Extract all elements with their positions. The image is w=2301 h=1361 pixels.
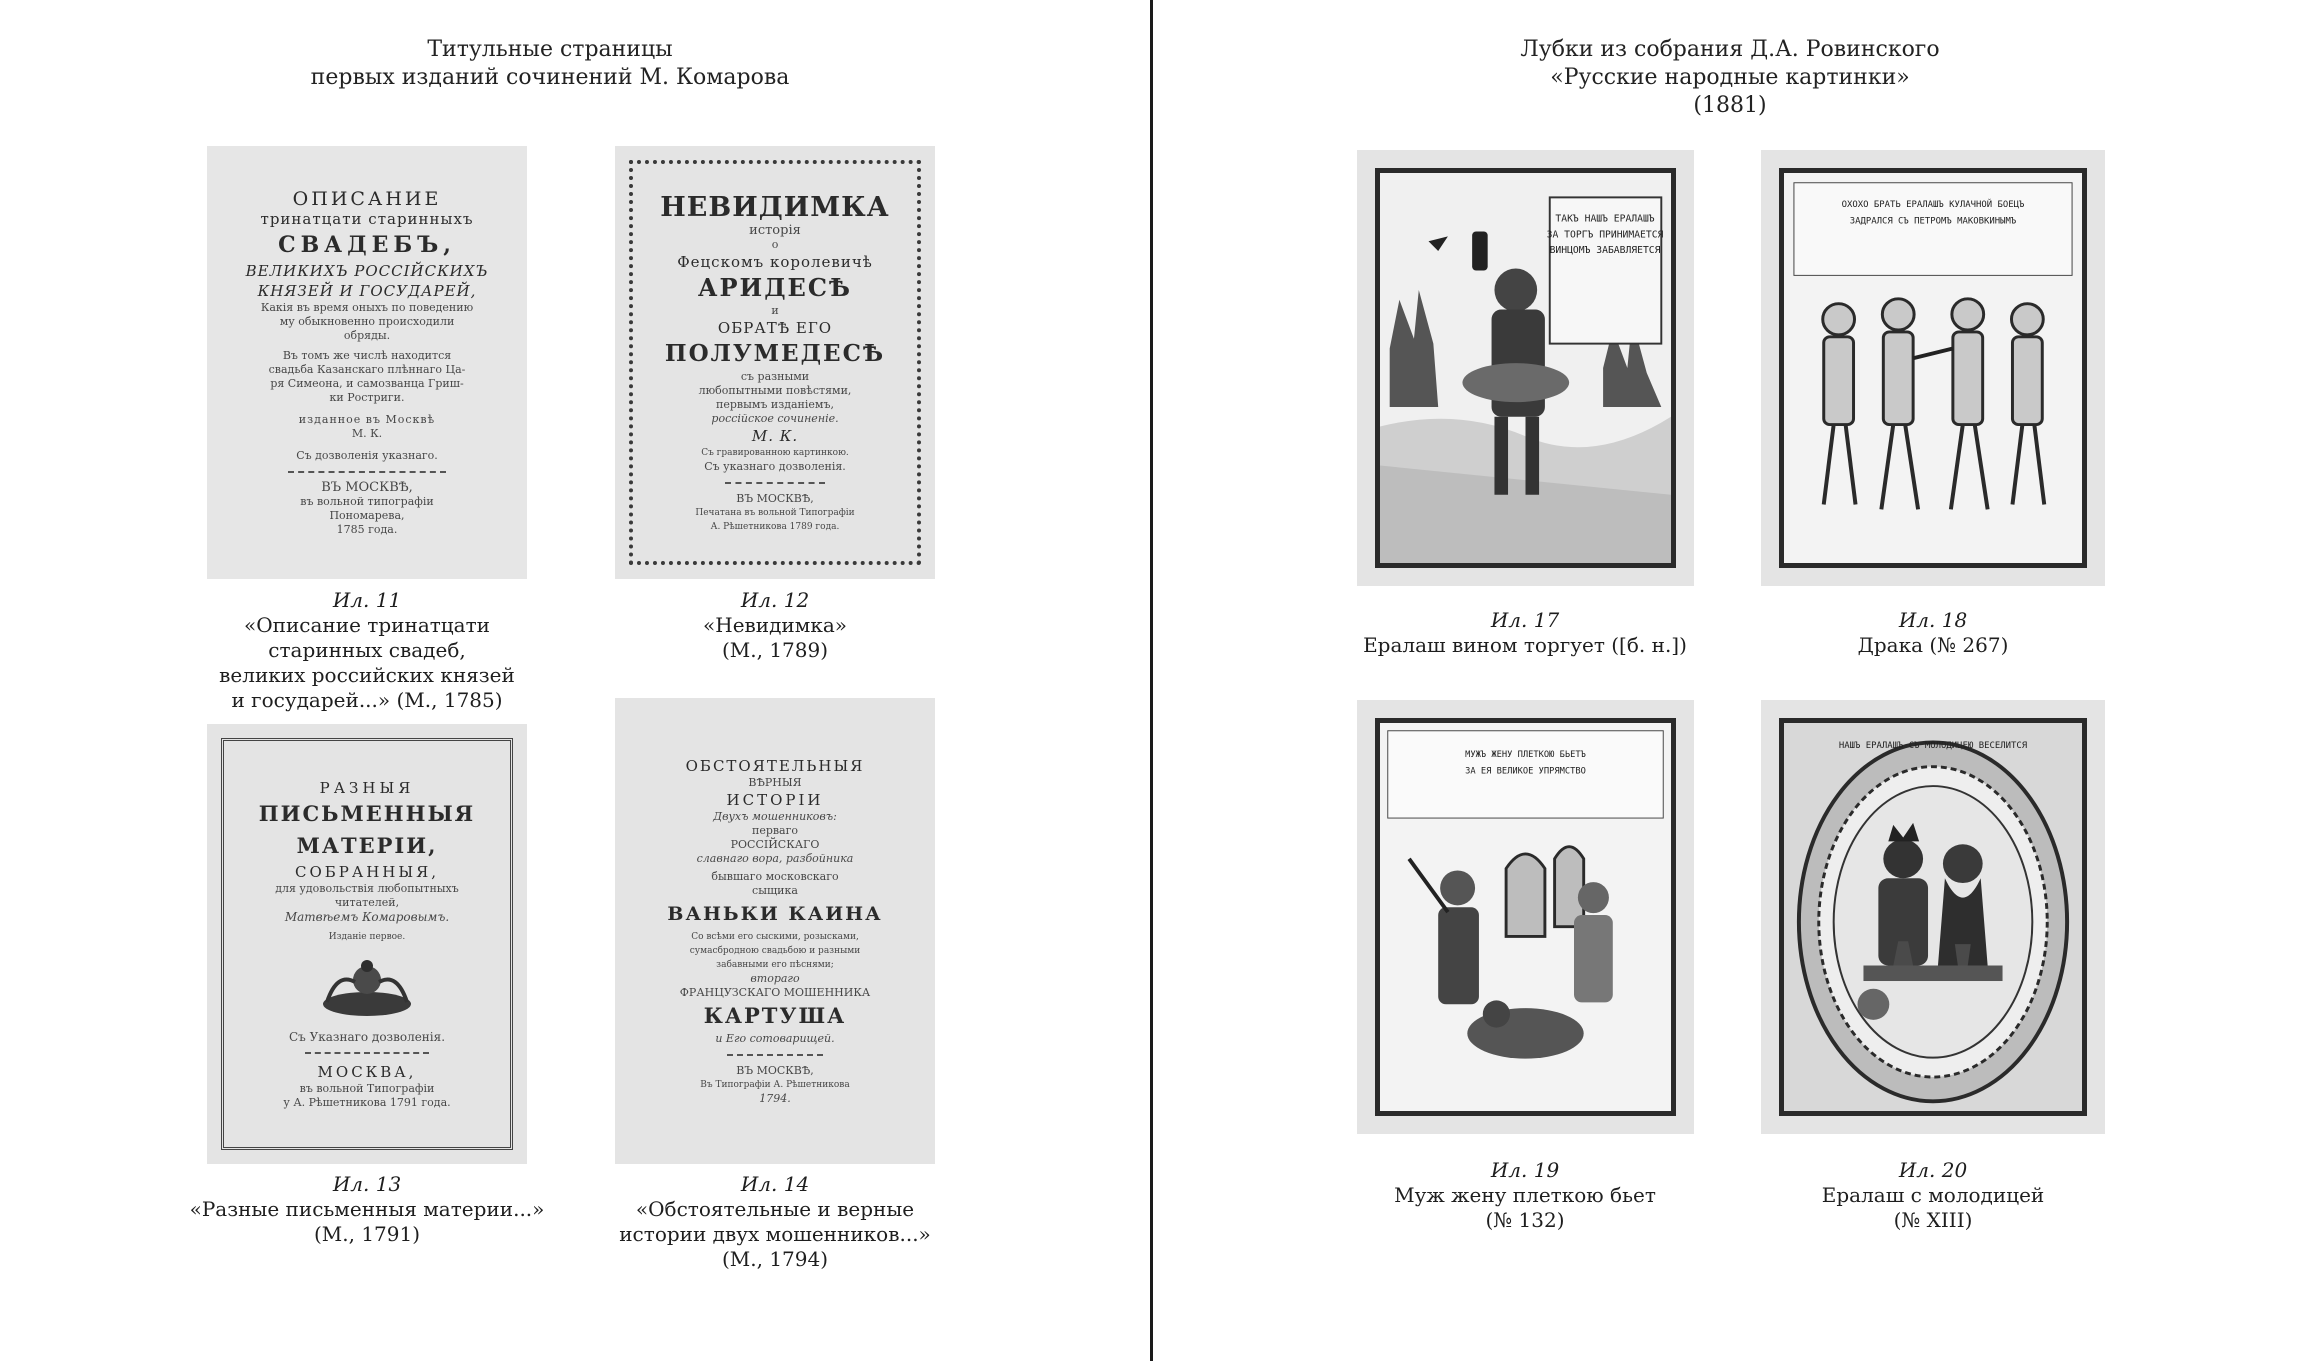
woodcut-inscription: ВИНЦОМЪ ЗАБАВЛЯЕТСЯ (1549, 244, 1661, 256)
woodcut-inscription: ЗА ЕЯ ВЕЛИКОЕ УПРЯМСТВО (1465, 766, 1586, 777)
plate-text: тринатцати старинныхъ (260, 209, 474, 228)
plate-il-11 (207, 146, 527, 579)
right-page-heading (1420, 36, 2040, 120)
ornamental-rule (288, 471, 446, 473)
plate-text: ОБРАТѢ ЕГО (717, 318, 833, 337)
plate-text: Матвѣемъ Комаровымъ. (284, 910, 450, 924)
woodcut-inscription: ЗА ТОРГЪ ПРИНИМАЕТСЯ (1546, 229, 1664, 241)
plate-text: РОССІЙСКАГО (730, 838, 820, 851)
woodcut-inscription: ТАКЪ НАШЪ ЕРАЛАШЪ (1555, 213, 1655, 225)
ornamental-rule (305, 1052, 429, 1054)
plate-text: ки Ростриги. (329, 390, 405, 404)
plate-text: и (771, 303, 779, 317)
plate-text: бывшаго московскаго (711, 870, 839, 883)
left-heading-line-2: первых изданий сочинений М. Комарова (310, 65, 790, 90)
plate-text: ПИСЬМЕННЫЯ (258, 801, 476, 826)
right-heading-line-1: Лубки из собрания Д.А. Ровинского (1520, 37, 1940, 62)
caption-il-11 (197, 588, 537, 713)
caption-il-13 (177, 1172, 557, 1247)
caption-il-20 (1763, 1158, 2103, 1233)
plate-text: россійское сочиненіе. (711, 411, 839, 425)
plate-text: Въ Типографіи А. Рѣшетникова (700, 1080, 850, 1090)
ornamental-rule (727, 1054, 823, 1056)
plate-text: ВЪ МОСКВѢ, (736, 491, 814, 505)
caption-line: старинных свадеб, (268, 638, 466, 662)
plate-text: Фецскомъ королевичѣ (677, 252, 873, 271)
plate-text: ВЪ МОСКВѢ, (321, 479, 413, 495)
plate-text: Изданіе первое. (328, 932, 406, 942)
caption-il-18 (1763, 608, 2103, 658)
plate-text: ФРАНЦУЗСКАГО МОШЕННИКА (679, 986, 871, 999)
right-heading-line-3: (1881) (1693, 93, 1767, 118)
vignette-ornament (307, 952, 427, 1022)
plate-text: въ вольной Типографіи (299, 1082, 435, 1095)
plate-text: КНЯЗЕЙ И ГОСУДАРЕЙ, (257, 281, 477, 300)
plate-il-12 (615, 146, 935, 579)
figure-number: Ил. 14 (740, 1172, 810, 1196)
plate-text: славнаго вора, разбойника (696, 852, 854, 865)
plate-text: Со всѣми его сыскими, розысками, (691, 932, 859, 942)
plate-text: ОПИСАНИЕ (292, 187, 442, 210)
woodcut-inscription: НАШЪ ЕРАЛАШЪ СЪ МОЛОДИЦЕЮ ВЕСЕЛИТСЯ (1838, 741, 2028, 752)
plate-text: изданное въ Москвѣ (298, 412, 436, 426)
caption-line: «Обстоятельные и верные (635, 1197, 915, 1221)
figure-number: Ил. 20 (1898, 1158, 1968, 1182)
plate-il-13 (207, 724, 527, 1164)
caption-line: Ералаш с молодицей (1821, 1183, 2045, 1207)
woodcut-inscription: МУЖЪ ЖЕНУ ПЛЕТКОЮ БЬЕТЪ (1465, 749, 1586, 760)
left-heading-line-1: Титульные страницы (427, 37, 673, 62)
plate-il-14 (615, 698, 935, 1164)
plate-text: МАТЕРІИ, (296, 833, 438, 858)
plate-text: перваго (751, 824, 799, 837)
caption-line: (М., 1794) (721, 1247, 829, 1271)
plate-text: Пономарева, (329, 508, 405, 522)
plate-text: для удовольствія любопытныхъ (275, 882, 459, 895)
title-page-il-11 (207, 146, 527, 579)
plate-text: НЕВИДИМКА (660, 191, 890, 223)
plate-text: забавными его пѣснями; (716, 960, 834, 970)
plate-text: у А. Рѣшетникова 1791 года. (283, 1096, 451, 1109)
ornamental-rule (725, 482, 826, 484)
plate-text: ВАНЬКИ КАИНА (667, 903, 883, 925)
caption-line: (№ 132) (1485, 1208, 1565, 1232)
plate-text: М. К. (351, 426, 383, 440)
caption-line: истории двух мошенников...» (619, 1222, 931, 1246)
plate-text: любопытными повѣстями, (698, 383, 852, 397)
figure-number: Ил. 11 (332, 588, 402, 612)
plate-text: Съ Указнаго дозволенія. (288, 1030, 446, 1044)
plate-text: свадьба Казанскаго плѣннаго Ца- (268, 362, 466, 376)
plate-text: Печатана въ вольной Типографіи (695, 507, 855, 518)
plate-il-17 (1357, 150, 1694, 586)
caption-il-12 (605, 588, 945, 663)
plate-text: Съ гравированною картинкою. (701, 447, 849, 458)
page-gutter (1150, 0, 1153, 1361)
caption-il-19 (1335, 1158, 1715, 1233)
lubok-woodcut (1375, 718, 1676, 1116)
caption-line: великих российских князей (219, 663, 515, 687)
plate-text: ря Симеона, и самозванца Гриш- (270, 376, 464, 390)
lubok-woodcut (1779, 718, 2087, 1116)
plate-text: Съ дозволенія указнаго. (296, 448, 438, 462)
plate-text: А. Рѣшетникова 1789 года. (710, 521, 840, 532)
caption-line: (№ XIII) (1893, 1208, 1973, 1232)
caption-line: Ералаш вином торгует ([б. н.]) (1363, 633, 1687, 657)
caption-line: Муж жену плеткою бьет (1394, 1183, 1656, 1207)
lubok-woodcut (1375, 168, 1676, 568)
plate-text: первымъ изданіемъ, (716, 397, 834, 411)
caption-line: и государей...» (М., 1785) (231, 688, 503, 712)
plate-text: въ вольной типографіи (300, 494, 434, 508)
plate-text: му обыкновенно происходили (279, 314, 455, 328)
plate-text: АРИДЕСѢ (697, 272, 853, 302)
plate-text: ВЕЛИКИХЪ РОССІЙСКИХЪ (245, 261, 489, 280)
figure-number: Ил. 12 (740, 588, 810, 612)
caption-line: «Разные письменныя материи...» (189, 1197, 545, 1221)
caption-il-17 (1335, 608, 1715, 658)
woodcut-inscription: ЗАДРАЛСЯ СЪ ПЕТРОМЪ МАКОВКИНЫМЪ (1849, 216, 2017, 227)
plate-text: 1785 года. (336, 522, 398, 536)
caption-line: (М., 1791) (313, 1222, 421, 1246)
plate-text: Въ томъ же числѣ находится (282, 348, 452, 362)
plate-text: ОБСТОЯТЕЛЬНЫЯ (685, 757, 865, 775)
plate-il-18 (1761, 150, 2105, 586)
plate-text: ИСТОРІИ (726, 791, 824, 809)
title-page-il-13 (207, 724, 527, 1164)
plate-text: РАЗНЫЯ (319, 779, 415, 797)
lubok-woodcut (1779, 168, 2087, 568)
left-page-heading (240, 36, 860, 92)
plate-text: ПОЛУМЕДЕСѢ (664, 339, 886, 367)
caption-line: «Описание тринатцати (244, 613, 490, 637)
plate-text: 1794. (759, 1092, 791, 1105)
plate-text: Какія въ время оныхъ по поведению (260, 300, 474, 314)
caption-line: «Невидимка» (703, 613, 847, 637)
plate-il-19 (1357, 700, 1694, 1134)
plate-text: сыщика (752, 884, 798, 897)
plate-il-20 (1761, 700, 2105, 1134)
plate-text: читателей, (334, 896, 400, 909)
caption-line: Драка (№ 267) (1857, 633, 2009, 657)
figure-number: Ил. 18 (1898, 608, 1968, 632)
plate-text: и Его сотоварищей. (715, 1032, 835, 1045)
caption-il-14 (590, 1172, 960, 1272)
plate-text: сумасбродною свадьбою и разными (689, 946, 861, 956)
title-page-il-12 (615, 146, 935, 579)
plate-text: ВѢРНЫЯ (748, 776, 802, 789)
plate-text: съ разными (740, 369, 810, 383)
plate-text: МОСКВА, (317, 1063, 417, 1081)
plate-text: М. К. (751, 426, 799, 445)
figure-number: Ил. 19 (1490, 1158, 1560, 1182)
plate-text: Двухъ мошенниковъ: (713, 810, 837, 823)
plate-text: обряды. (343, 328, 391, 342)
plate-text: о (771, 237, 779, 251)
right-heading-line-2: «Русские народные картинки» (1550, 65, 1910, 90)
plate-text: КАРТУША (703, 1003, 847, 1028)
plate-text: втораго (750, 972, 800, 985)
plate-text: Съ указнаго дозволенія. (704, 459, 846, 473)
plate-text: ВЪ МОСКВѢ, (736, 1064, 814, 1077)
figure-number: Ил. 13 (332, 1172, 402, 1196)
figure-number: Ил. 17 (1490, 608, 1560, 632)
plate-text: исторія (749, 222, 801, 238)
caption-line: (М., 1789) (721, 638, 829, 662)
woodcut-inscription: ОХОХО БРАТЬ ЕРАЛАШЪ КУЛАЧНОЙ БОЕЦЪ (1841, 200, 2025, 211)
plate-text: СВАДЕБЪ, (278, 231, 456, 258)
plate-text: СОБРАННЫЯ, (294, 863, 440, 881)
title-page-il-14 (615, 698, 935, 1164)
